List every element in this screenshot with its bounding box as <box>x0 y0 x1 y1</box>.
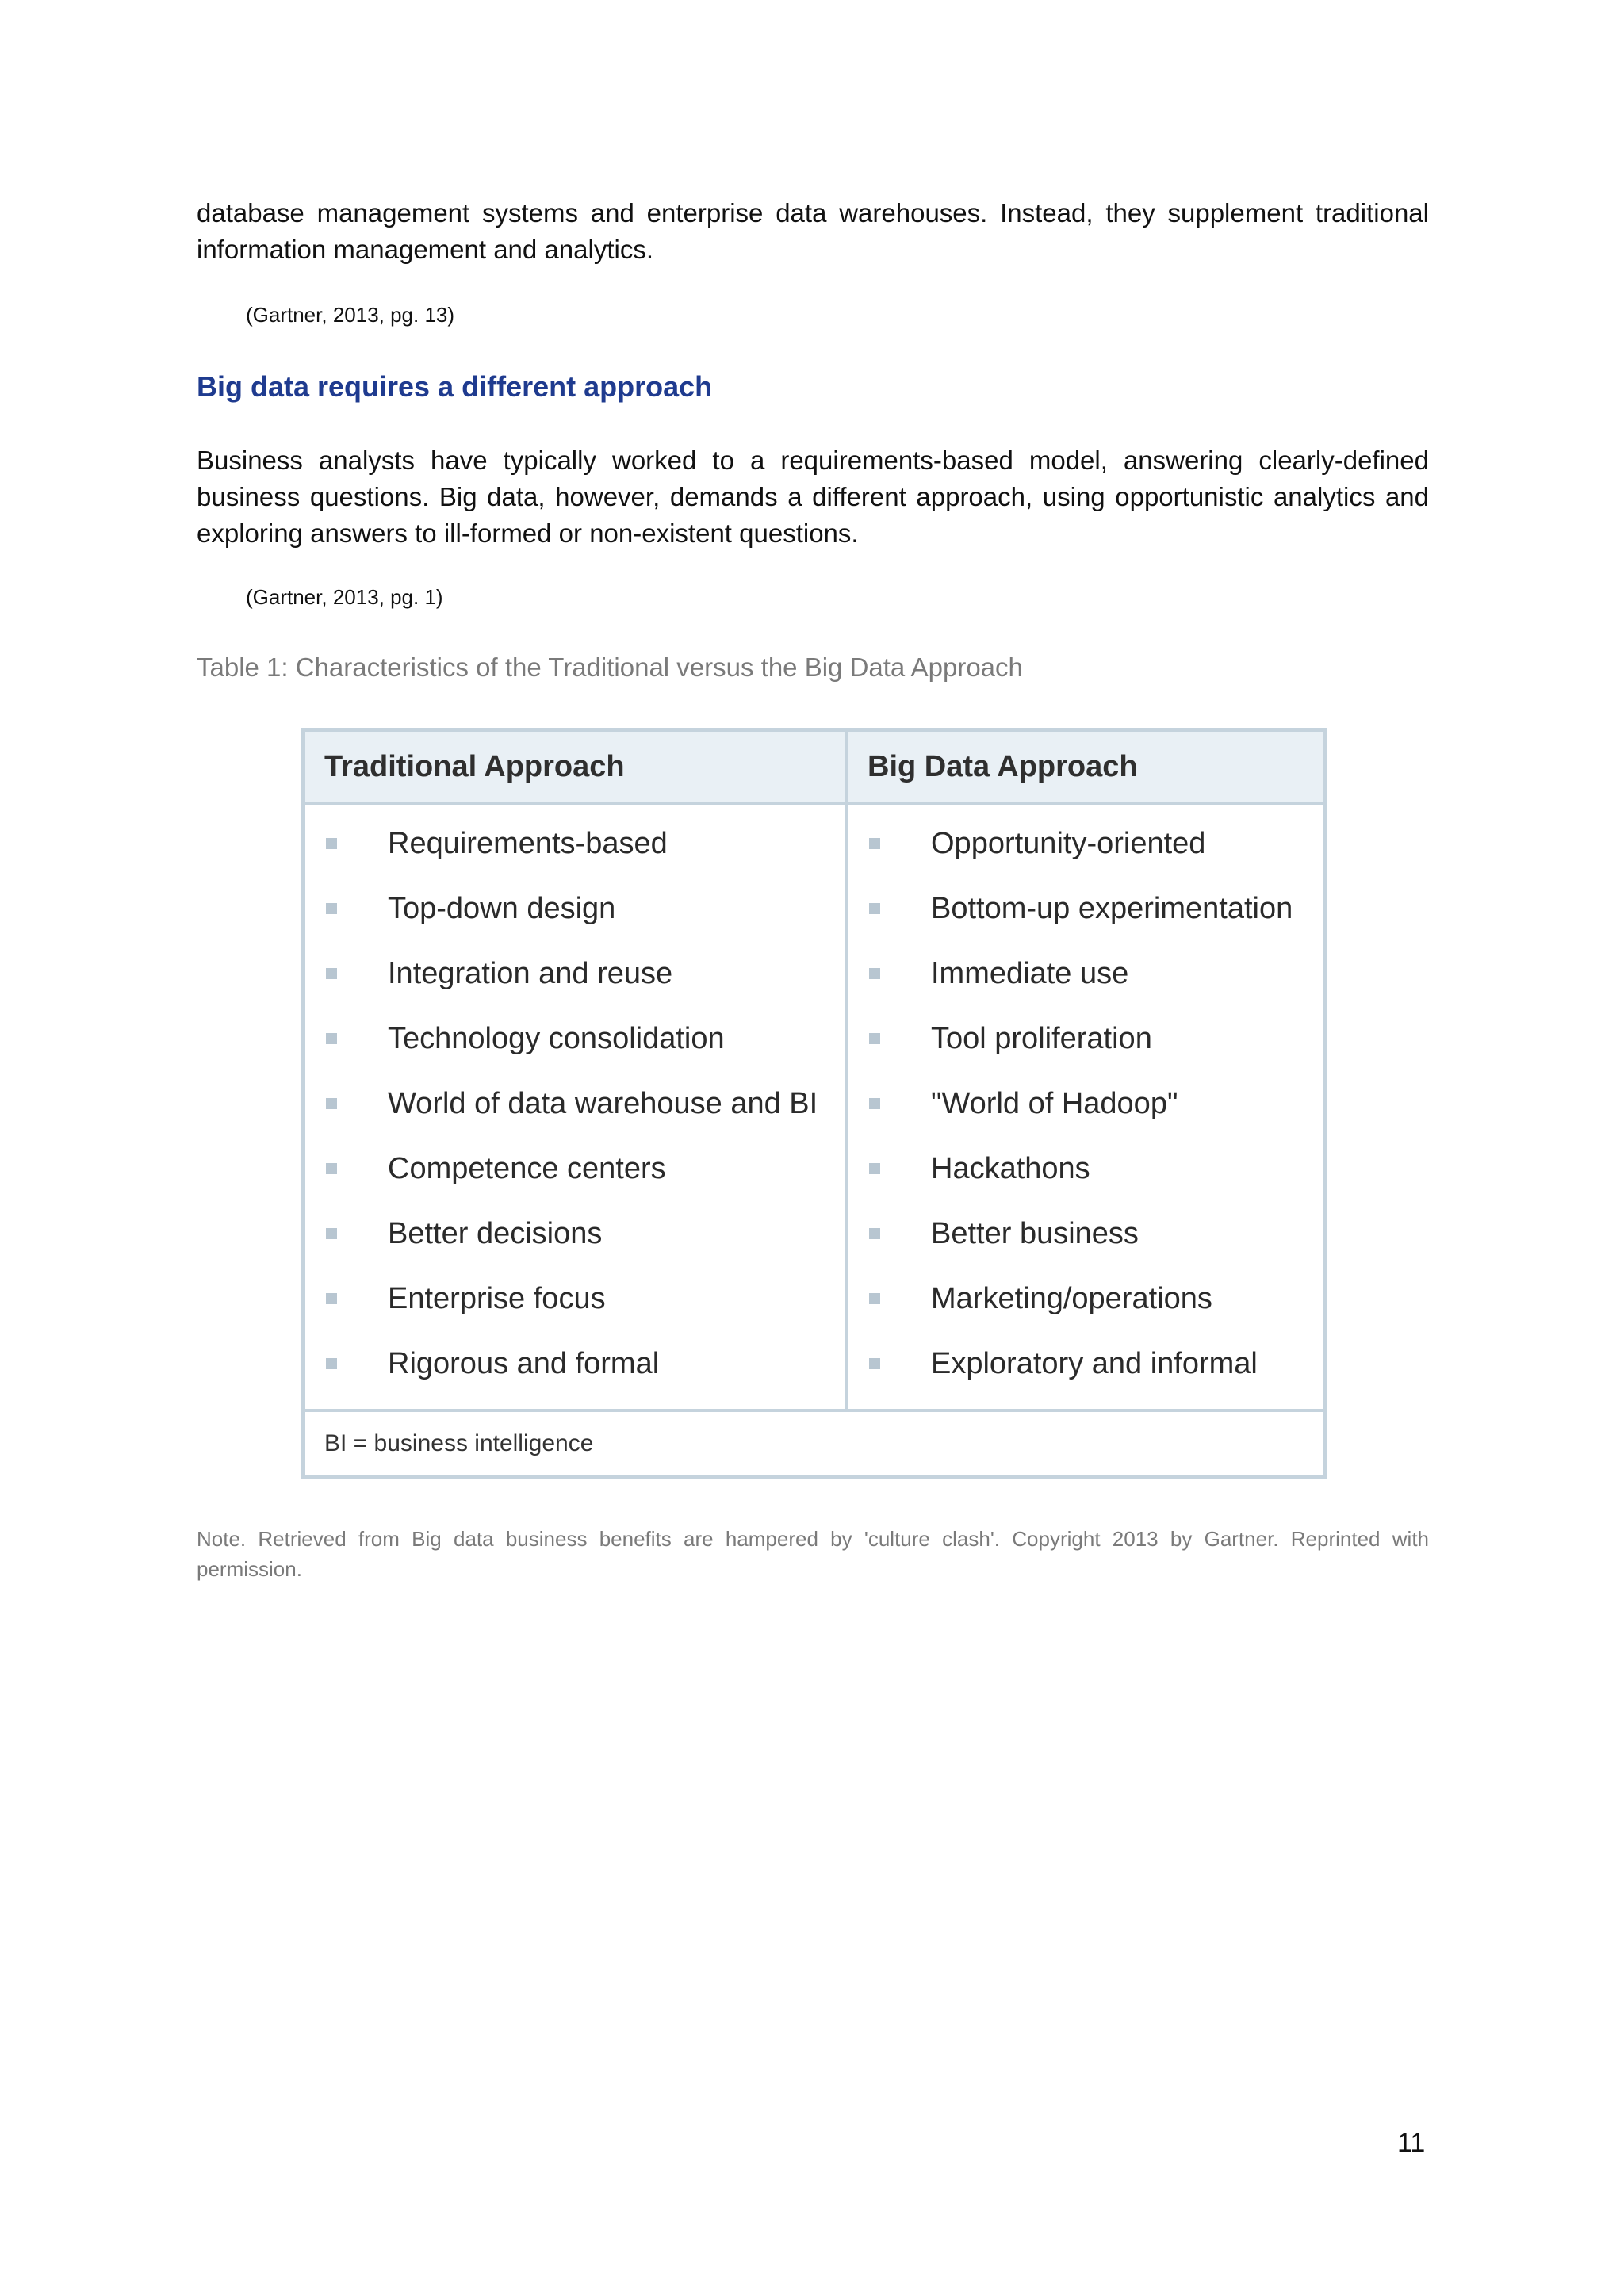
paragraph-intro: database management systems and enterprise data warehouses. Instead, they supplement traditional information management and analytics. <box>197 198 1429 264</box>
list-item: Top-down design <box>305 876 845 941</box>
square-bullet-icon <box>869 1358 880 1369</box>
square-bullet-icon <box>869 968 880 979</box>
header-bigdata: Big Data Approach <box>868 750 1138 783</box>
list-item: Bottom-up experimentation <box>848 876 1324 941</box>
square-bullet-icon <box>869 903 880 914</box>
section-heading: Big data requires a different approach <box>197 370 713 403</box>
square-bullet-icon <box>326 1293 337 1304</box>
header-traditional: Traditional Approach <box>324 750 625 783</box>
square-bullet-icon <box>869 1098 880 1109</box>
list-item: Requirements-based <box>305 811 845 876</box>
square-bullet-icon <box>869 1293 880 1304</box>
citation-gartner-pg13: (Gartner, 2013, pg. 13) <box>246 303 455 327</box>
citation-gartner-pg1: (Gartner, 2013, pg. 1) <box>246 585 443 609</box>
square-bullet-icon <box>326 968 337 979</box>
square-bullet-icon <box>326 903 337 914</box>
list-item: Enterprise focus <box>305 1266 845 1331</box>
comparison-table <box>301 728 1327 1479</box>
table-note: Note. Retrieved from Big data business benefits are hampered by 'culture clash'. Copyright 2013 by Gartner. Reprinted with permission. <box>197 1527 1429 1581</box>
list-item: Technology consolidation <box>305 1006 845 1071</box>
list-item: Rigorous and formal <box>305 1331 845 1396</box>
list-item: Tool proliferation <box>848 1006 1324 1071</box>
list-item: Marketing/operations <box>848 1266 1324 1331</box>
list-item: Exploratory and informal <box>848 1331 1324 1396</box>
square-bullet-icon <box>326 838 337 849</box>
square-bullet-icon <box>869 1228 880 1239</box>
traditional-list <box>305 805 845 1396</box>
list-item: Integration and reuse <box>305 941 845 1006</box>
list-item: "World of Hadoop" <box>848 1071 1324 1136</box>
list-item: Competence centers <box>305 1136 845 1201</box>
paragraph-approach: Business analysts have typically worked to a requirements-based model, answering clearly-defined business questions. Big data, however, demands a different approach, using opportunistic analytics and exploring answers to ill-formed or non-existent questions. <box>197 446 1429 548</box>
square-bullet-icon <box>869 1163 880 1174</box>
table-header <box>305 732 1323 805</box>
square-bullet-icon <box>326 1033 337 1044</box>
table-footnote: BI = business intelligence <box>324 1430 594 1456</box>
list-item: Better decisions <box>305 1201 845 1266</box>
bigdata-list <box>848 805 1324 1396</box>
page-number: 11 <box>1397 2128 1426 2158</box>
square-bullet-icon <box>869 838 880 849</box>
list-item: Hackathons <box>848 1136 1324 1201</box>
square-bullet-icon <box>326 1358 337 1369</box>
square-bullet-icon <box>326 1098 337 1109</box>
list-item: Immediate use <box>848 941 1324 1006</box>
square-bullet-icon <box>869 1033 880 1044</box>
list-item: Better business <box>848 1201 1324 1266</box>
table-caption: Table 1: Characteristics of the Traditional versus the Big Data Approach <box>197 652 1023 682</box>
list-item: World of data warehouse and BI <box>305 1071 845 1136</box>
list-item: Opportunity-oriented <box>848 811 1324 876</box>
square-bullet-icon <box>326 1228 337 1239</box>
square-bullet-icon <box>326 1163 337 1174</box>
